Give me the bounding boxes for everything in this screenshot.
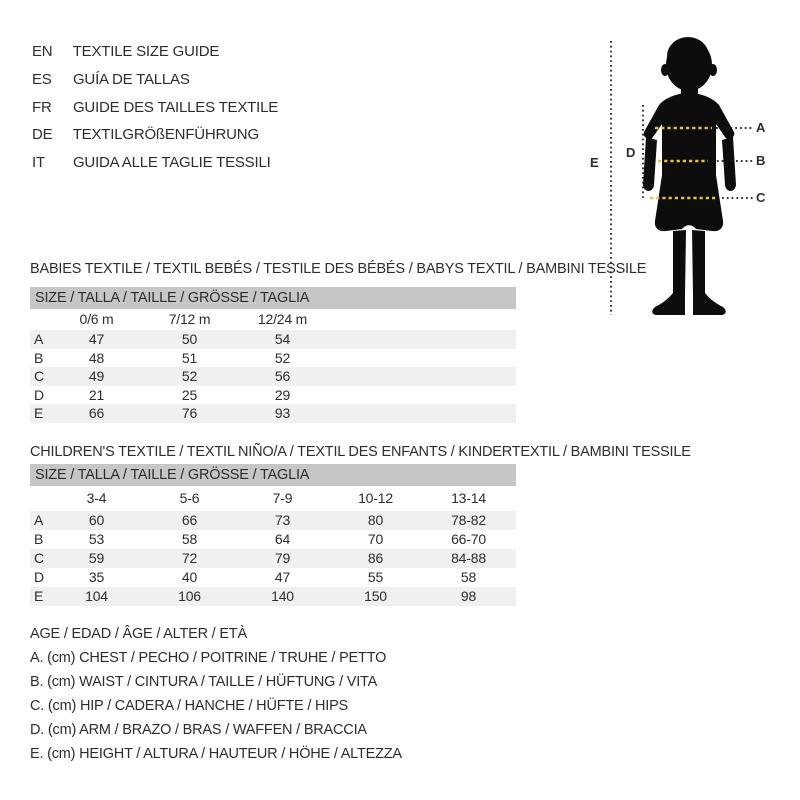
- cell: 73: [274, 512, 291, 528]
- cell: 86: [367, 550, 384, 566]
- row-label: E: [34, 405, 44, 422]
- cell: 58: [460, 569, 477, 585]
- measure-label-a: A: [756, 120, 766, 135]
- legend-item-arm: D. (cm) ARM / BRAZO / BRAS / WAFFEN / BRACCIA: [30, 722, 367, 738]
- size-header-bar: SIZE / TALLA / TAILLE / GRÖSSE / TAGLIA: [30, 464, 516, 486]
- legend-item-chest: A. (cm) CHEST / PECHO / POITRINE / TRUHE / PETTO: [30, 650, 387, 666]
- cell: 150: [364, 588, 387, 604]
- language-code: ES: [32, 70, 52, 88]
- table-row: [30, 386, 516, 405]
- language-row: [32, 149, 278, 177]
- row-label: E: [34, 588, 44, 604]
- language-title: TEXTILGRÖßENFÜHRUNG: [72, 126, 259, 144]
- table-row: [30, 330, 516, 349]
- cell: 76: [181, 405, 198, 422]
- column-header: 7/12 m: [168, 311, 211, 327]
- cell: 40: [181, 569, 198, 585]
- children-size-table: [30, 464, 516, 606]
- language-row: [32, 38, 278, 66]
- cell: 66: [88, 405, 105, 422]
- cell: 35: [88, 569, 105, 585]
- cell: 25: [181, 386, 198, 403]
- column-header: 0/6 m: [79, 311, 114, 327]
- cell: 70: [367, 531, 384, 547]
- column-header-row: [30, 309, 516, 330]
- cell: 48: [88, 349, 105, 366]
- table-row: [30, 511, 516, 530]
- language-row: [32, 66, 278, 94]
- cell: 64: [274, 531, 291, 547]
- table-row: [30, 568, 516, 587]
- row-label: A: [34, 512, 44, 528]
- children-section-title: CHILDREN'S TEXTILE / TEXTIL NIÑO/A / TEXTIL DES ENFANTS / KINDERTEXTIL / BAMBINI TESSILE: [30, 444, 691, 460]
- table-row: [30, 587, 516, 606]
- column-header-row: [30, 486, 516, 511]
- cell: 80: [367, 512, 384, 528]
- language-code: EN: [32, 43, 53, 60]
- table-row: [30, 349, 516, 368]
- legend-item-waist: B. (cm) WAIST / CINTURA / TAILLE / HÜFTUNG / VITA: [30, 674, 378, 690]
- child-silhouette-figure: [585, 25, 797, 330]
- cell: 93: [274, 405, 291, 422]
- measure-label-e: E: [590, 155, 599, 170]
- legend-item-hip: C. (cm) HIP / CADERA / HANCHE / HÜFTE / HIPS: [30, 698, 349, 714]
- cell: 52: [181, 368, 198, 385]
- cell: 66-70: [451, 531, 486, 547]
- table-row: [30, 404, 516, 423]
- column-header: 3-4: [86, 490, 107, 506]
- language-row: [32, 121, 278, 149]
- legend-item-height: E. (cm) HEIGHT / ALTURA / HAUTEUR / HÖHE / ALTEZZA: [30, 746, 402, 762]
- language-title: GUIDA ALLE TAGLIE TESSILI: [72, 154, 271, 172]
- language-code: IT: [32, 154, 45, 172]
- cell: 84-88: [451, 550, 486, 566]
- language-row: [32, 94, 278, 122]
- cell: 47: [274, 569, 291, 585]
- cell: 51: [181, 349, 198, 366]
- row-label: C: [34, 368, 44, 385]
- language-title: TEXTILE SIZE GUIDE: [72, 43, 220, 60]
- column-header: 5-6: [179, 490, 200, 506]
- cell: 49: [88, 368, 105, 385]
- row-label: B: [34, 349, 44, 366]
- cell: 54: [274, 331, 291, 347]
- language-list: [32, 38, 278, 177]
- row-label: B: [34, 531, 44, 547]
- column-header-spacer: [30, 309, 50, 330]
- row-label: C: [34, 550, 44, 566]
- cell: 56: [274, 368, 291, 385]
- measure-label-b: B: [756, 153, 766, 168]
- language-title: GUIDE DES TAILLES TEXTILE: [72, 98, 279, 116]
- language-title: GUÍA DE TALLAS: [72, 70, 190, 88]
- cell: 52: [274, 349, 291, 366]
- cell: 66: [181, 512, 198, 528]
- cell: 50: [181, 331, 198, 347]
- table-row: [30, 549, 516, 568]
- measurement-figure: [585, 25, 797, 330]
- column-header: 10-12: [358, 490, 393, 506]
- cell: 78-82: [451, 512, 486, 528]
- table-row: [30, 530, 516, 549]
- row-label: D: [34, 386, 44, 403]
- column-header: 12/24 m: [257, 311, 308, 327]
- cell: 106: [178, 588, 201, 604]
- row-label: A: [34, 331, 44, 347]
- column-header: 7-9: [272, 490, 293, 506]
- row-label: D: [34, 569, 44, 585]
- cell: 140: [271, 588, 294, 604]
- measurement-legend: [30, 622, 402, 766]
- language-code: DE: [32, 126, 53, 144]
- cell: 59: [88, 550, 105, 566]
- cell: 79: [274, 550, 291, 566]
- child-silhouette: [643, 37, 736, 315]
- measure-label-c: C: [756, 190, 766, 205]
- column-header-spacer: [30, 486, 50, 511]
- size-header-bar: SIZE / TALLA / TAILLE / GRÖSSE / TAGLIA: [30, 287, 516, 309]
- column-header: 13-14: [451, 490, 486, 506]
- cell: 47: [88, 331, 105, 347]
- cell: 58: [181, 531, 198, 547]
- babies-size-table: [30, 287, 516, 423]
- language-code: FR: [32, 98, 52, 116]
- cell: 60: [88, 512, 105, 528]
- cell: 55: [367, 569, 384, 585]
- babies-section-title: BABIES TEXTILE / TEXTIL BEBÉS / TESTILE DES BÉBÉS / BABYS TEXTIL / BAMBINI TESSILE: [30, 261, 647, 277]
- cell: 21: [88, 386, 105, 403]
- cell: 72: [181, 550, 198, 566]
- cell: 98: [460, 588, 477, 604]
- legend-age: AGE / EDAD / ÂGE / ALTER / ETÀ: [30, 626, 247, 642]
- cell: 104: [85, 588, 108, 604]
- cell: 29: [274, 386, 291, 403]
- cell: 53: [88, 531, 105, 547]
- table-row: [30, 367, 516, 386]
- measure-label-d: D: [626, 145, 636, 160]
